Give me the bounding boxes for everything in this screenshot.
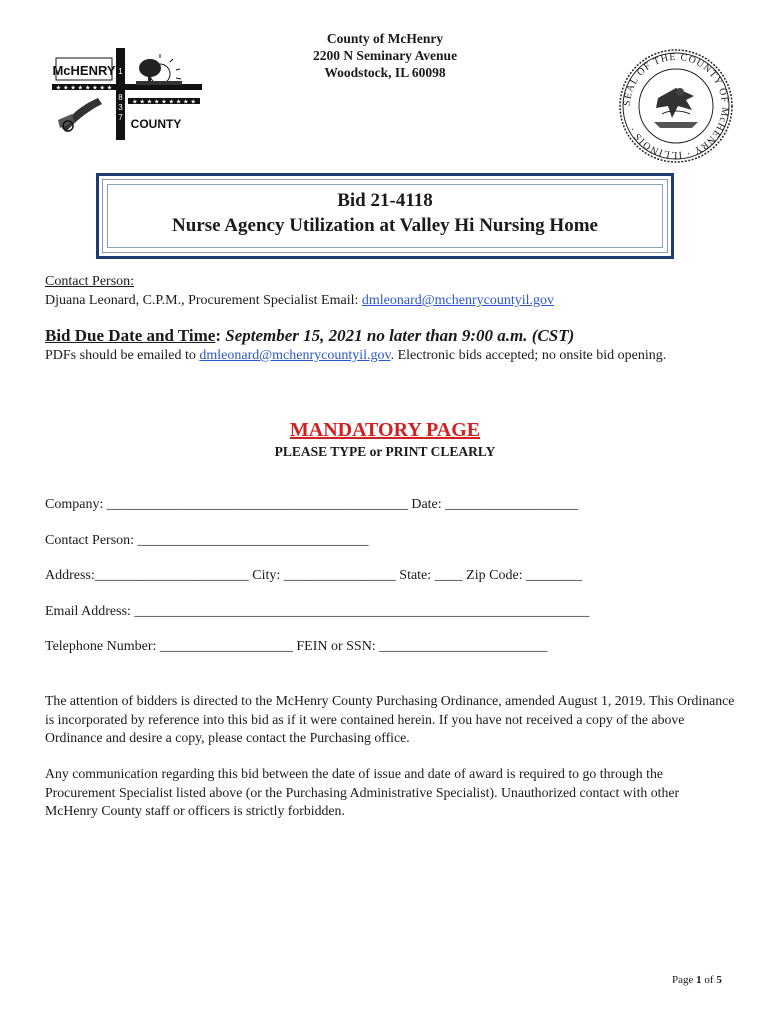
- contact-email-link[interactable]: dmleonard@mchenrycountyil.gov: [361, 293, 555, 308]
- telephone-fein-field[interactable]: Telephone Number: ___________________ FEIN or SSN: ________________________: [45, 639, 548, 654]
- svg-text:SEAL OF THE COUNTY OF McHENRY: SEAL OF THE COUNTY OF McHENRY · ILLINOIS ·: [621, 51, 731, 161]
- county-seal: [618, 48, 734, 164]
- pdfs-prefix: PDFs should be emailed to: [45, 348, 200, 363]
- svg-text:★ ★ ★ ★ ★ ★ ★ ★ ★: ★ ★ ★ ★ ★ ★ ★ ★ ★: [132, 98, 196, 106]
- address-line-3: Woodstock, IL 60098: [324, 65, 446, 80]
- communication-paragraph: Any communication regarding this bid between the date of issue and date of award is required to go through the Procurement Specialist listed above (or the Purchasing Administrative Specialist). Unauthorized contact with other McHenry County staff or officers is strictly forbidden.: [45, 766, 680, 818]
- page-word: Page: [672, 974, 697, 986]
- address-field[interactable]: Address:______________________ City: ________________ State: ____ Zip Code: ________: [45, 568, 583, 583]
- page-total: 5: [716, 974, 722, 986]
- svg-text:3: 3: [118, 103, 123, 112]
- submission-instructions: [45, 348, 666, 364]
- page-number: [672, 974, 722, 986]
- address-line-1: County of McHenry: [326, 31, 444, 46]
- address-line-2: 2200 N Seminary Avenue: [312, 48, 458, 63]
- svg-text:1: 1: [118, 67, 123, 76]
- submission-email-link[interactable]: dmleonard@mchenrycountyil.gov: [199, 348, 391, 363]
- page-of: of: [701, 974, 717, 986]
- print-clearly-note: PLEASE TYPE or PRINT CLEARLY: [274, 444, 496, 459]
- contact-text: Djuana Leonard, C.P.M., Procurement Specialist Email:: [45, 293, 362, 308]
- bid-due-line: [45, 326, 574, 346]
- svg-text:7: 7: [118, 113, 123, 122]
- svg-text:COUNTY: COUNTY: [130, 117, 182, 131]
- svg-text:McHENRY: McHENRY: [52, 63, 116, 78]
- bid-number: Bid 21-4118: [337, 190, 433, 211]
- bid-name: Nurse Agency Utilization at Valley Hi Nursing Home: [172, 215, 598, 236]
- mchenry-county-logo: [52, 48, 202, 140]
- pdfs-suffix: . Electronic bids accepted; no onsite bid opening.: [390, 348, 667, 363]
- ordinance-paragraph: The attention of bidders is directed to the McHenry County Purchasing Ordinance, amended August 1, 2019. This Ordinance is incorporated by reference into this bid as if it were contained herein. If you have not received a copy of the above Ordinance and desire a copy, please contact the Purchasing office.: [45, 693, 735, 745]
- mandatory-page-heading: MANDATORY PAGE: [289, 419, 481, 441]
- contact-person-field[interactable]: Contact Person: _________________________________: [45, 533, 369, 548]
- due-value: September 15, 2021 no later than 9:00 a.m. (CST): [225, 326, 575, 345]
- svg-text:8: 8: [118, 93, 123, 102]
- due-colon: :: [215, 326, 226, 345]
- email-address-field[interactable]: Email Address: _________________________________________________________________: [45, 604, 590, 619]
- page-current: 1: [696, 974, 702, 986]
- company-date-field[interactable]: Company: ___________________________________________ Date: ___________________: [45, 497, 579, 512]
- due-label: Bid Due Date and Time: [45, 326, 216, 345]
- svg-text:★ ★ ★ ★ ★ ★ ★ ★: ★ ★ ★ ★ ★ ★ ★ ★: [55, 84, 113, 92]
- contact-label: Contact Person:: [45, 274, 135, 289]
- contact-section: [45, 272, 554, 310]
- contact-line: [45, 291, 554, 310]
